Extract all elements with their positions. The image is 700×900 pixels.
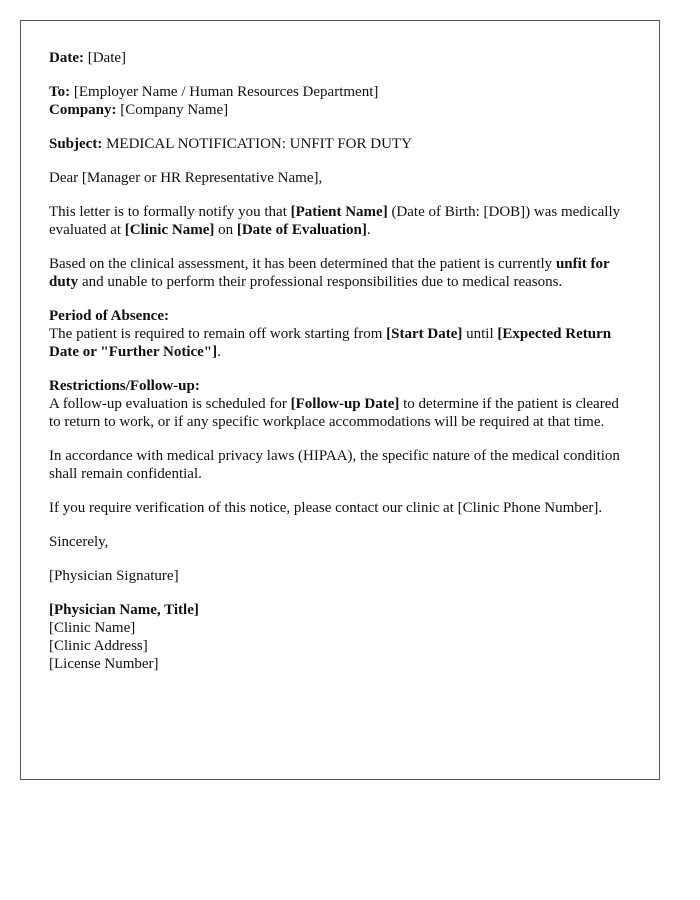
assessment-text-1: Based on the clinical assessment, it has been determined that the patient is currently [49,256,556,272]
followup-section [49,377,631,431]
intro-paragraph [49,203,631,239]
intro-text-4: . [366,222,371,238]
return-date-field: [Expected Return Date or "Further Notice"] [49,326,612,360]
signoff-clinic-address: [Clinic Address] [49,638,148,654]
recipient-block [49,83,631,119]
subject-label: Subject: [49,136,103,152]
absence-text-1: The patient is required to remain off work starting from [49,326,387,342]
to-label: To: [49,84,71,100]
unfit-for-duty-text: unfit for duty [49,256,610,290]
assessment-text-2: and unable to perform their professional responsibilities due to medical reasons. [78,274,563,290]
date-line [49,49,631,67]
to-value: [Employer Name / Human Resources Department] [73,84,379,100]
clinic-name-field: [Clinic Name] [124,222,215,238]
intro-text-1: This letter is to formally notify you that [49,204,291,220]
absence-section [49,307,631,361]
greeting: Dear [Manager or HR Representative Name], [49,170,323,186]
followup-text-2: to determine if the patient is cleared to return to work, or if any specific workplace accommodations will be required at that time. [49,396,619,430]
privacy-paragraph: In accordance with medical privacy laws (HIPAA), the specific nature of the medical condition shall remain confidential. [49,448,620,482]
followup-text-1: A follow-up evaluation is scheduled for [49,396,291,412]
date-value: [Date] [87,50,127,66]
company-value: [Company Name] [120,102,229,118]
evaluation-date-field: [Date of Evaluation] [236,222,367,238]
company-label: Company: [49,102,117,118]
closing-line: Sincerely, [49,534,109,550]
signoff-license-number: [License Number] [49,656,159,672]
intro-text-2: (Date of Birth: [DOB]) was medically evaluated at [49,204,621,238]
letter-document [20,20,660,780]
absence-heading: Period of Absence: [49,308,169,324]
signoff-clinic-name: [Clinic Name] [49,620,136,636]
physician-name-title: [Physician Name, Title] [49,602,199,618]
absence-text-2: until [462,326,498,342]
date-label: Date: [49,50,84,66]
signoff-block [49,601,631,673]
patient-name-field: [Patient Name] [290,204,388,220]
subject-value: MEDICAL NOTIFICATION: UNFIT FOR DUTY [106,136,412,152]
absence-text-3: . [217,344,221,360]
start-date-field: [Start Date] [386,326,463,342]
followup-date-field: [Follow-up Date] [290,396,400,412]
intro-text-3: on [214,222,237,238]
assessment-paragraph [49,255,631,291]
contact-paragraph: If you require verification of this notice, please contact our clinic at [Clinic Phone Number]. [49,500,603,516]
signature-placeholder: [Physician Signature] [49,568,179,584]
subject-line [49,135,631,153]
followup-heading: Restrictions/Follow-up: [49,378,200,394]
